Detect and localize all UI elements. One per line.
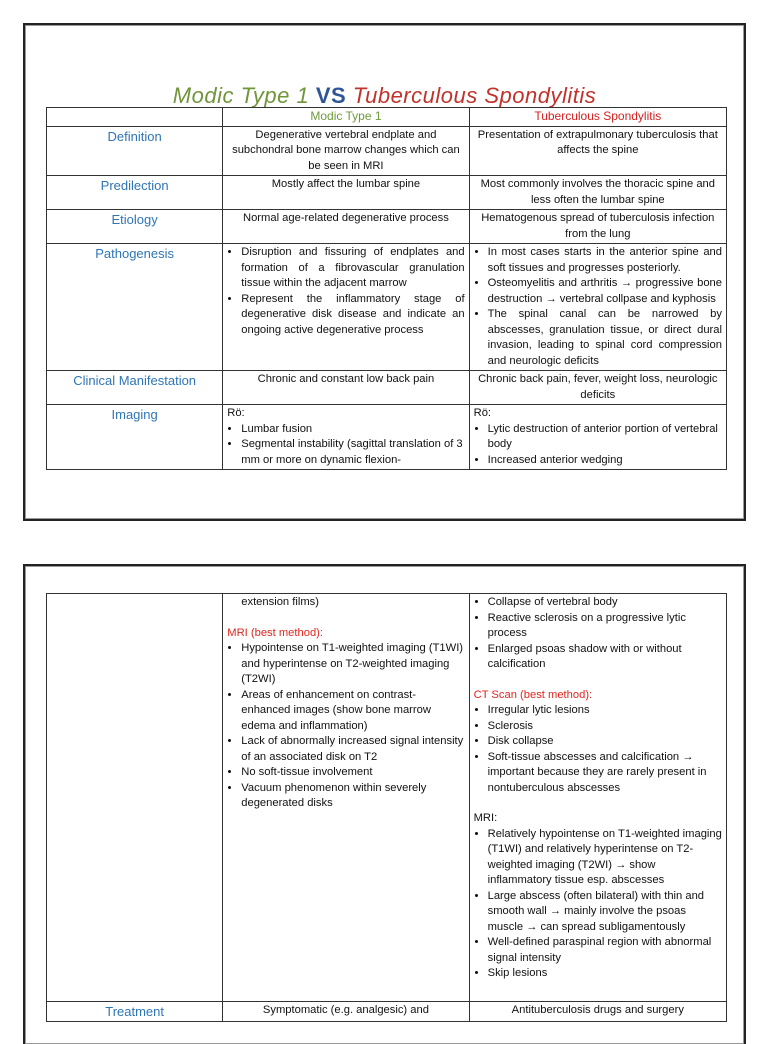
list-item: • In most cases starts in the anterior spine and soft tissues and progresses posteriorly. <box>488 245 722 276</box>
row-etiology <box>47 210 727 244</box>
row-predilection <box>47 176 727 210</box>
ro-label: Rö: <box>227 407 245 419</box>
list-item: • Reactive sclerosis on a progressive lytic process <box>488 611 722 642</box>
comparison-table-continued <box>46 593 727 1022</box>
list-item: • Soft-tissue abscesses and calcification → important because they are rarely present in nontuberculous abscesses <box>488 750 722 797</box>
mri-label: MRI (best method): <box>227 626 323 639</box>
list-item: • Disk collapse <box>488 734 722 750</box>
list-item: • Collapse of vertebral body <box>488 595 722 611</box>
comparison-table <box>46 107 727 470</box>
cell-modic: Normal age-related degenerative process <box>223 210 469 244</box>
list-item: • Sclerosis <box>488 719 722 735</box>
row-label: Definition <box>47 126 223 176</box>
list-item: • Lytic destruction of anterior portion of vertebral body <box>488 422 722 453</box>
list-item: • Segmental instability (sagittal translation of 3 mm or more on dynamic flexion- <box>241 437 464 468</box>
row-label: Treatment <box>47 1002 223 1022</box>
document-page-1 <box>23 23 746 521</box>
cell-modic <box>223 405 469 470</box>
mri-label: MRI: <box>473 812 498 824</box>
row-pathogenesis <box>47 244 727 371</box>
row-label: Etiology <box>47 210 223 244</box>
row-label-empty <box>47 594 223 1002</box>
page-title <box>25 83 744 109</box>
list-item: • Lack of abnormally increased signal intensity of an associated disk on T2 <box>241 734 464 765</box>
title-vs: VS <box>315 83 347 108</box>
title-modic: Modic Type 1 <box>172 83 310 108</box>
row-imaging <box>47 405 727 470</box>
cell-modic <box>223 594 469 1002</box>
header-row <box>47 108 727 127</box>
ro-label: Rö: <box>473 407 492 419</box>
title-tb: Tuberculous Spondylitis <box>352 83 597 108</box>
cell-modic: Symptomatic (e.g. analgesic) and <box>223 1002 469 1022</box>
list-item: • Disruption and fissuring of endplates and formation of a fibrovascular granulation tissue within the adjacent marrow <box>241 245 464 292</box>
ct-label: CT Scan (best method): <box>473 688 593 701</box>
list-item: • Large abscess (often bilateral) with thin and smooth wall → mainly involve the psoas muscle → can spread subligamentously <box>488 889 722 936</box>
list-item: • No soft-tissue involvement <box>241 765 464 781</box>
cell-tb: Hematogenous spread of tuberculosis infection from the lung <box>469 210 726 244</box>
header-empty <box>47 108 223 127</box>
cell-tb <box>469 594 726 1002</box>
list-item: • Increased anterior wedging <box>488 453 722 469</box>
cell-modic: Chronic and constant low back pain <box>223 371 469 405</box>
list-item: • Relatively hypointense on T1-weighted imaging (T1WI) and relatively hyperintense on T2-weighted imaging (T2WI) → show inflammatory tissue esp. abscesses <box>488 827 722 889</box>
row-clinical <box>47 371 727 405</box>
continued-text: extension films) <box>241 596 319 608</box>
list-item: • Hypointense on T1-weighted imaging (T1WI) and hyperintense on T2-weighted imaging (T2WI) <box>241 641 464 688</box>
list-item: • Vacuum phenomenon within severely degenerated disks <box>241 781 464 812</box>
row-label: Pathogenesis <box>47 244 223 371</box>
list-item: • Irregular lytic lesions <box>488 703 722 719</box>
header-modic: Modic Type 1 <box>223 108 469 127</box>
cell-modic: Degenerative vertebral endplate and subchondral bone marrow changes which can be seen in MRI <box>223 126 469 176</box>
list-item: • Enlarged psoas shadow with or without calcification <box>488 642 722 673</box>
cell-modic: Mostly affect the lumbar spine <box>223 176 469 210</box>
list-item: • Areas of enhancement on contrast-enhanced images (show bone marrow edema and inflammation) <box>241 688 464 735</box>
row-label: Imaging <box>47 405 223 470</box>
list-item: • Lumbar fusion <box>241 422 464 438</box>
header-tb: Tuberculous Spondylitis <box>469 108 726 127</box>
list-item: • Skip lesions <box>488 966 722 982</box>
row-treatment <box>47 1002 727 1022</box>
cell-tb: Antituberculosis drugs and surgery <box>469 1002 726 1022</box>
list-item: • Well-defined paraspinal region with abnormal signal intensity <box>488 935 722 966</box>
cell-tb <box>469 244 726 371</box>
row-definition <box>47 126 727 176</box>
cell-tb: Chronic back pain, fever, weight loss, neurologic deficits <box>469 371 726 405</box>
list-item: • The spinal canal can be narrowed by abscesses, granulation tissue, or direct dural invasion, leading to spinal cord compression and neurologic deficits <box>488 307 722 369</box>
cell-modic <box>223 244 469 371</box>
row-label: Clinical Manifestation <box>47 371 223 405</box>
cell-tb: Presentation of extrapulmonary tuberculosis that affects the spine <box>469 126 726 176</box>
cell-tb: Most commonly involves the thoracic spine and less often the lumbar spine <box>469 176 726 210</box>
document-page-2 <box>23 564 746 1044</box>
list-item: • Represent the inflammatory stage of degenerative disk disease and indicate an ongoing active degenerative process <box>241 292 464 339</box>
row-imaging-continued <box>47 594 727 1002</box>
row-label: Predilection <box>47 176 223 210</box>
list-item: • Osteomyelitis and arthritis → progressive bone destruction → vertebral collpase and kyphosis <box>488 276 722 307</box>
cell-tb <box>469 405 726 470</box>
